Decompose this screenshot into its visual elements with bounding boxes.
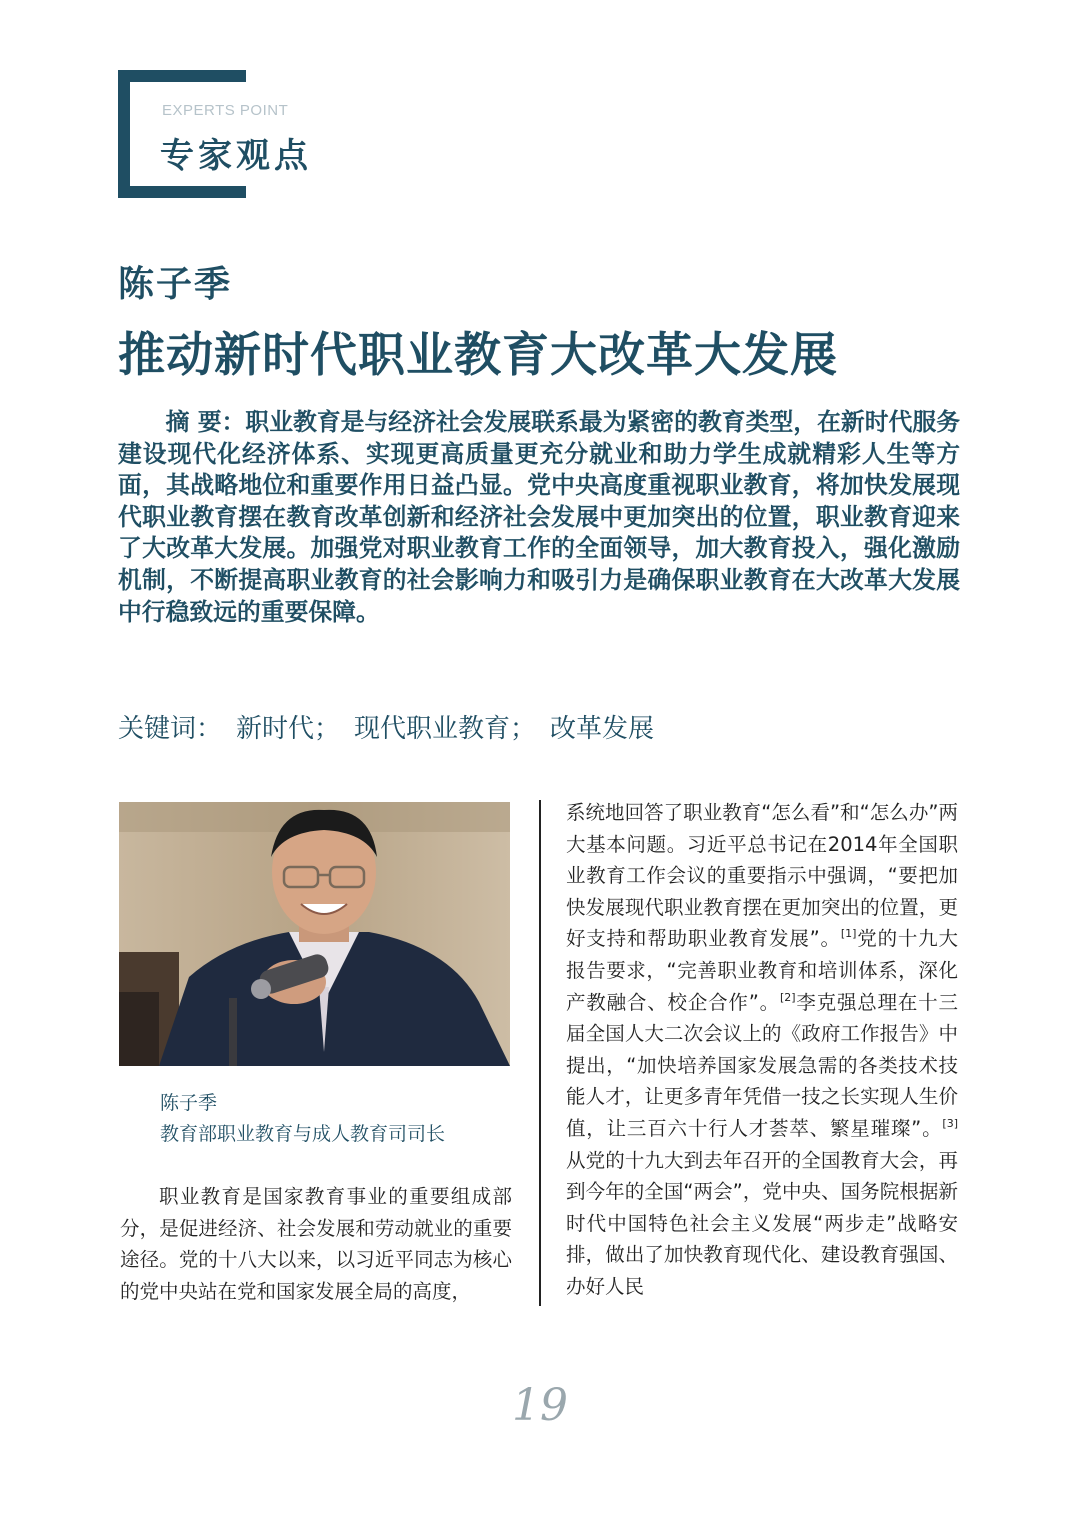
article-title: 推动新时代职业教育大改革大发展 <box>118 328 838 383</box>
abstract: 摘 要：职业教育是与经济社会发展联系最为紧密的教育类型，在新时代服务建设现代化经济体系、实现更高质量更充分就业和助力学生成就精彩人生等方面，其战略地位和重要作用日益凸显。党中央高度重视职业教育，将加快发展现代职业教育摆在教育改革创新和经济社会发展中更加突出的位置，职业教育迎来了大改革大发展。加强党对职业教育工作的全面领导，加大教育投入，强化激励机制，不断提高职业教育的社会影响力和吸引力是确保职业教育在大改革大发展中行稳致远的重要保障。 <box>118 408 960 626</box>
body-text-segment: 党的十九大报告要求，“完善职业教育和培训体系，深化产教融合、校企合作”。 <box>566 927 958 1014</box>
left-column <box>120 1181 512 1307</box>
page-number: 19 <box>512 1380 568 1431</box>
body-text-segment: 系统地回答了职业教育“怎么看”和“怎么办”两大基本问题。习近平总书记在2014年全国职业教育工作会议的重要指示中强调，“要把加快发展现代职业教育摆在更加突出的位置，更好支持和帮助职业教育发展”。 <box>566 801 958 951</box>
reference-marker: [3] <box>942 1116 958 1130</box>
caption-name: 陈子季 <box>160 1092 218 1114</box>
keywords <box>118 708 654 745</box>
photo-caption <box>160 1088 445 1150</box>
reference-marker: [2] <box>779 990 796 1004</box>
section-badge <box>118 70 333 198</box>
author-name: 陈子季 <box>118 264 233 305</box>
keyword: 现代职业教育； <box>354 714 537 744</box>
right-column <box>566 797 958 1303</box>
keyword: 改革发展 <box>550 714 655 744</box>
body-paragraph: 职业教育是国家教育事业的重要组成部分，是促进经济、社会发展和劳动就业的重要途径。党的十八大以来，以习近平同志为核心的党中央站在党和国家发展全局的高度， <box>120 1185 512 1303</box>
body-text-segment: 从党的十九大到去年召开的全国教育大会，再到今年的全国“两会”，党中央、国务院根据新时代中国特色社会主义发展“两步走”战略安排，做出了加快教育现代化、建设教育强国、办好人民 <box>566 1148 958 1298</box>
column-divider <box>539 800 541 1306</box>
body-text-segment: 李克强总理在十三届全国人大二次会议上的《政府工作报告》中提出，“加快培养国家发展急需的各类技术技能人才，让更多青年凭借一技之长实现人生价值，让三百六十行人才荟萃、繁星璀璨”。 <box>566 990 958 1140</box>
body-paragraph <box>566 797 958 1303</box>
section-label-chinese: 专家观点 <box>160 136 312 176</box>
section-label-english: EXPERTS POINT <box>162 102 289 119</box>
author-photo <box>119 802 510 1066</box>
caption-position: 教育部职业教育与成人教育司司长 <box>160 1123 446 1145</box>
reference-marker: [1] <box>840 927 857 941</box>
keywords-label: 关键词： <box>118 714 223 744</box>
keyword: 新时代； <box>236 714 341 744</box>
